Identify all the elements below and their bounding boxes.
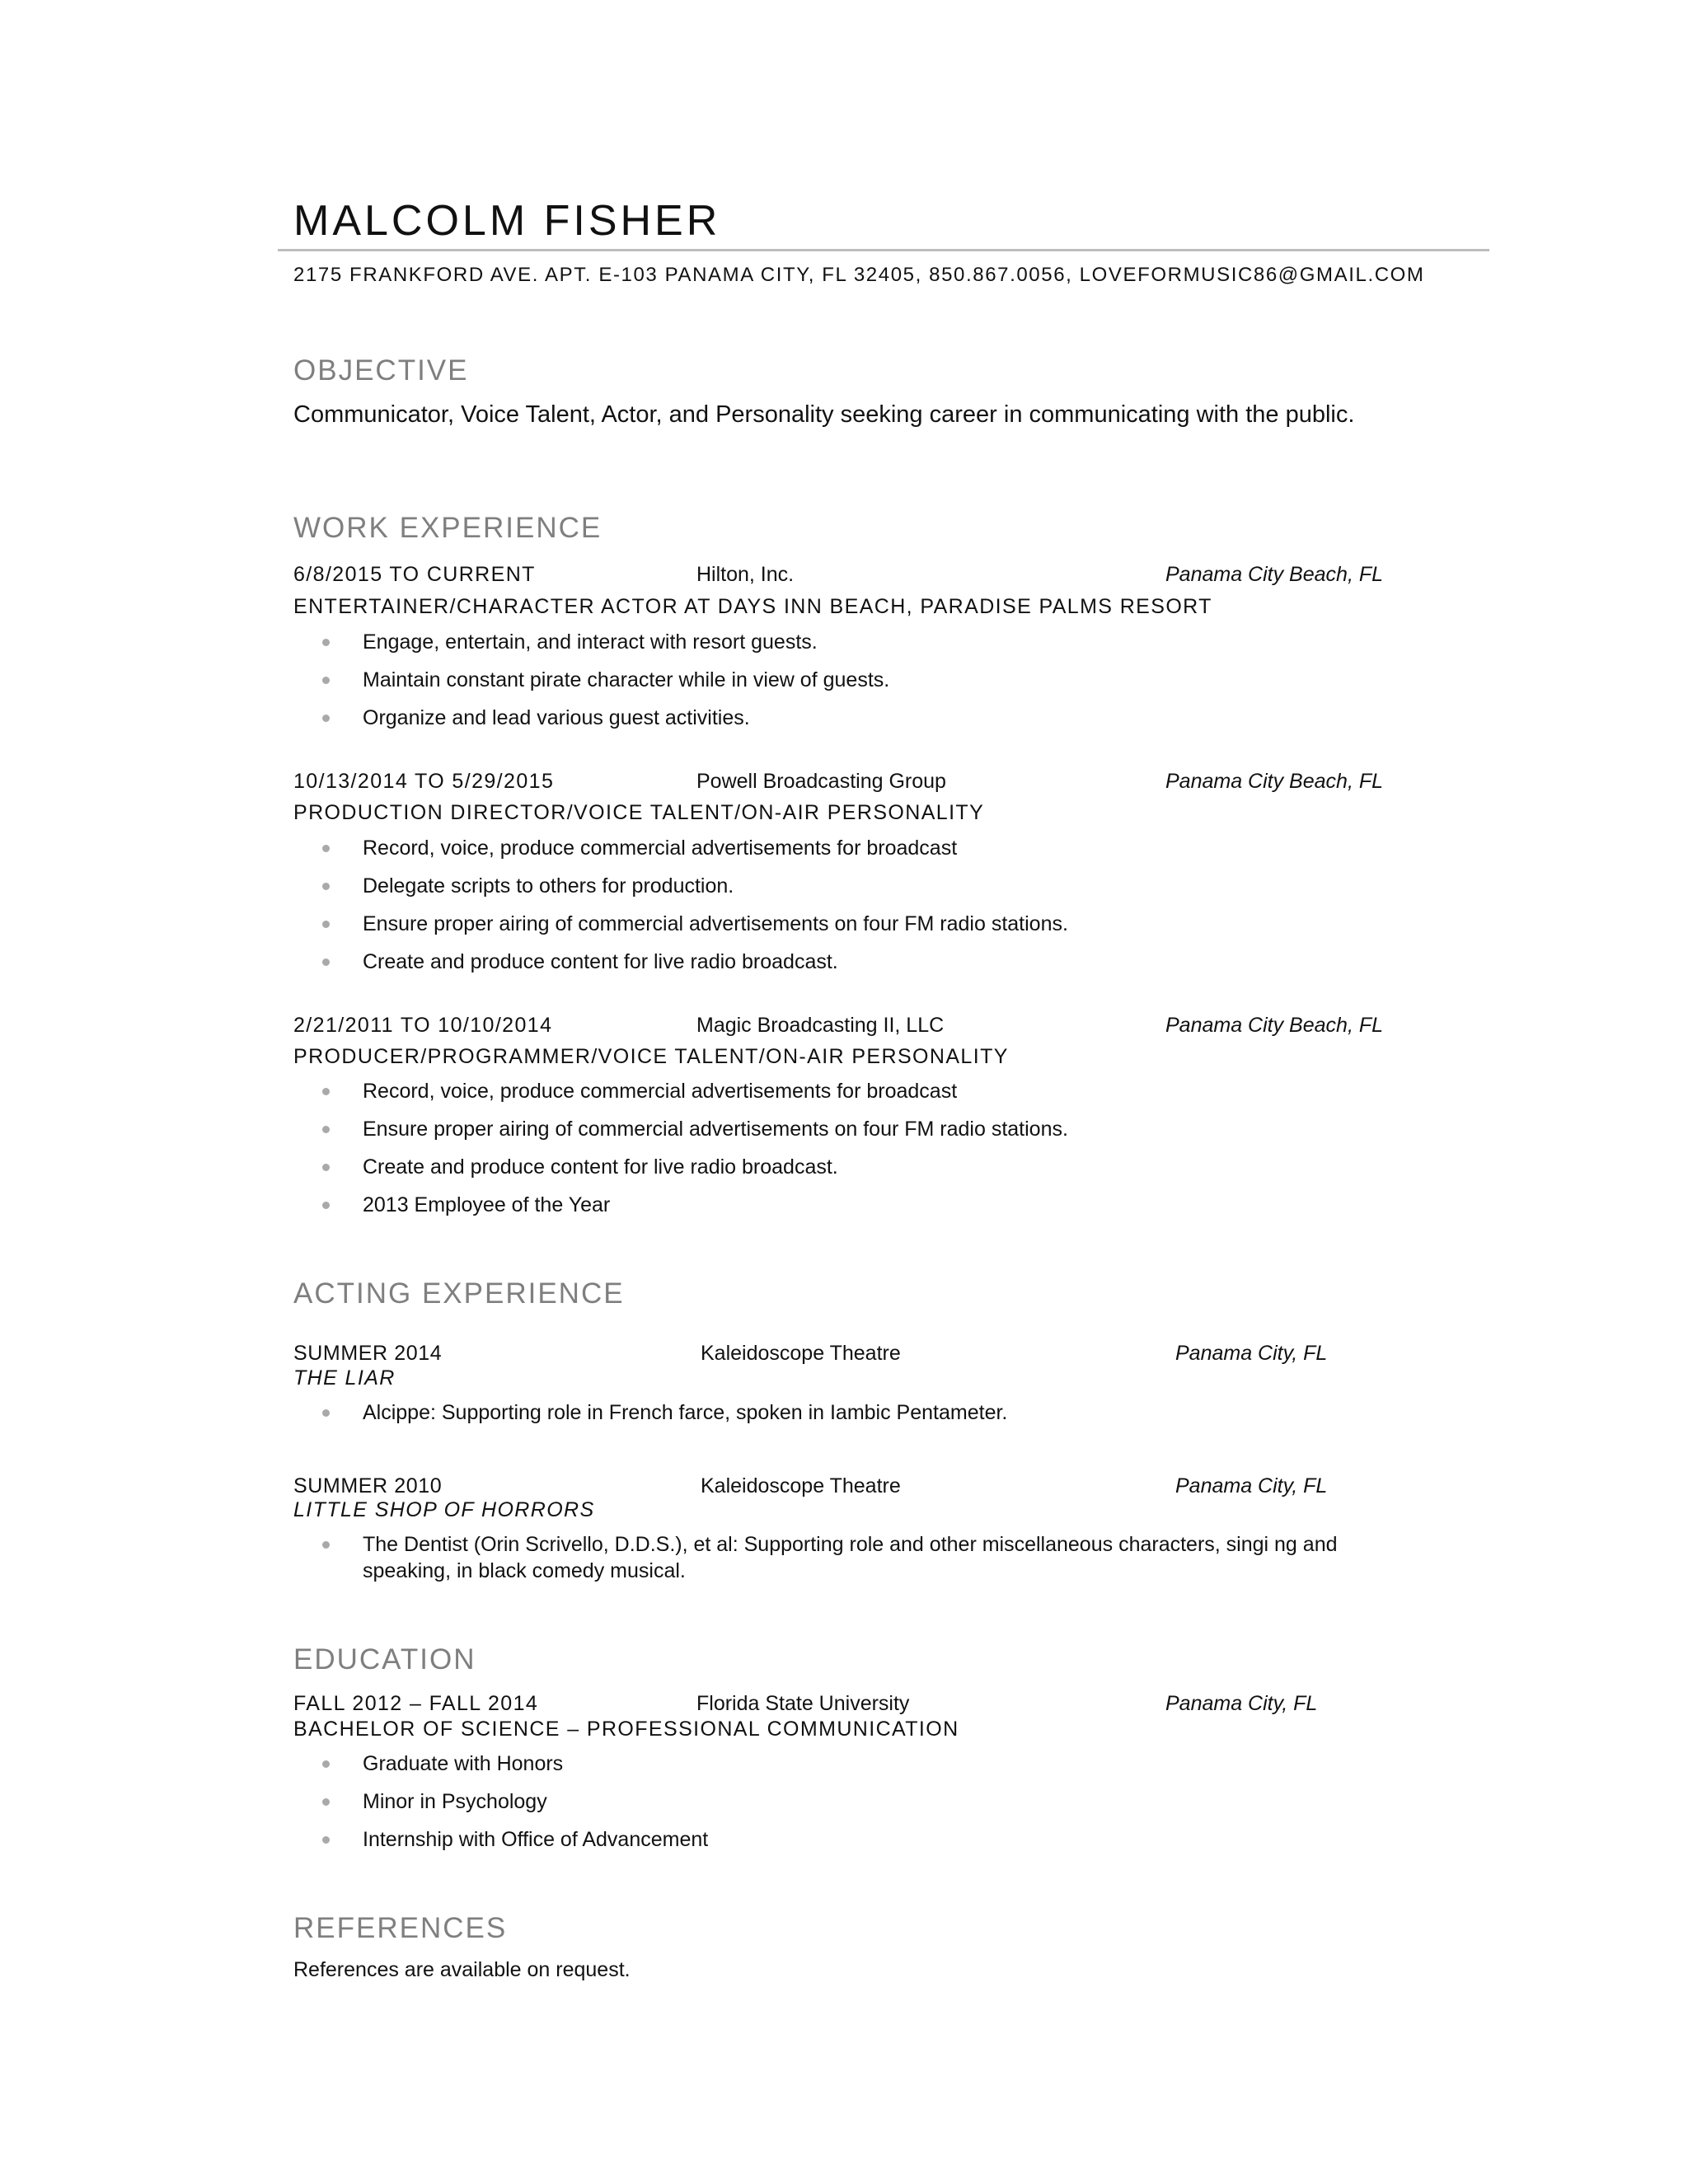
job-location: Panama City Beach, FL [1165,563,1384,586]
list-item: Ensure proper airing of commercial advertisements on four FM radio stations. [293,911,1447,937]
job-title: PRODUCTION DIRECTOR/VOICE TALENT/ON-AIR PERSONALITY [293,801,985,824]
degree-title: BACHELOR OF SCIENCE – PROFESSIONAL COMMUNICATION [293,1718,959,1741]
work-experience-heading: WORK EXPERIENCE [293,512,603,544]
job-bullet-list [293,629,1447,743]
job-organization: Powell Broadcasting Group [696,770,946,793]
role-location: Panama City, FL [1175,1474,1328,1497]
candidate-name: MALCOLM FISHER [293,197,721,245]
education-location: Panama City, FL [1165,1692,1318,1715]
education-heading: EDUCATION [293,1643,476,1675]
list-item: Record, voice, produce commercial advertisements for broadcast [293,1078,1447,1104]
list-item: Delegate scripts to others for production. [293,873,1447,899]
job-title: PRODUCER/PROGRAMMER/VOICE TALENT/ON-AIR PERSONALITY [293,1045,1009,1068]
role-organization: Kaleidoscope Theatre [701,1342,901,1365]
production-title: THE LIAR [293,1366,396,1390]
objective-heading: OBJECTIVE [293,354,469,387]
role-dates: SUMMER 2014 [293,1342,443,1365]
role-dates: SUMMER 2010 [293,1474,443,1497]
references-text: References are available on request. [293,1958,631,1981]
list-item: Internship with Office of Advancement [293,1826,1447,1853]
objective-text: Communicator, Voice Talent, Actor, and Personality seeking career in communicating with the public. [293,401,1355,428]
bullet-icon [322,1088,330,1095]
job-location: Panama City Beach, FL [1165,770,1384,793]
bullet-icon [322,883,330,890]
bullet-icon [322,1164,330,1171]
references-heading: REFERENCES [293,1912,508,1944]
role-header-row [293,1474,1497,1501]
role-location: Panama City, FL [1175,1342,1328,1365]
list-item: Ensure proper airing of commercial advertisements on four FM radio stations. [293,1116,1447,1142]
role-bullet-list [293,1531,1431,1596]
list-item: Engage, entertain, and interact with resort guests. [293,629,1447,655]
job-header-row [293,770,1497,796]
list-item: Record, voice, produce commercial advertisements for broadcast [293,835,1447,861]
role-bullet-list [293,1399,1447,1437]
job-title: ENTERTAINER/CHARACTER ACTOR AT DAYS INN BEACH, PARADISE PALMS RESORT [293,595,1212,618]
bullet-icon [322,677,330,684]
job-location: Panama City Beach, FL [1165,1014,1384,1037]
list-item: The Dentist (Orin Scrivello, D.D.S.), et al: Supporting role and other miscellaneous characters, singi ng and speaking, in black comedy musical. [293,1531,1431,1584]
bullet-icon [322,958,330,966]
bullet-icon [322,1836,330,1844]
list-item: Alcippe: Supporting role in French farce, spoken in Iambic Pentameter. [293,1399,1447,1426]
contact-info: 2175 FRANKFORD AVE. APT. E-103 PANAMA CITY, FL 32405, 850.867.0056, LOVEFORMUSIC86@GMAIL.COM [293,264,1425,286]
role-organization: Kaleidoscope Theatre [701,1474,901,1497]
job-organization: Hilton, Inc. [696,563,795,586]
list-item: Graduate with Honors [293,1750,1447,1777]
bullet-icon [322,845,330,852]
job-dates: 2/21/2011 TO 10/10/2014 [293,1014,553,1037]
education-bullet-list [293,1750,1447,1864]
bullet-icon [322,1126,330,1133]
education-header-row [293,1692,1497,1718]
bullet-icon [322,715,330,722]
job-organization: Magic Broadcasting II, LLC [696,1014,945,1037]
list-item: 2013 Employee of the Year [293,1192,1447,1218]
bullet-icon [322,639,330,646]
list-item: Maintain constant pirate character while in view of guests. [293,667,1447,693]
job-bullet-list [293,1078,1447,1230]
role-header-row [293,1342,1497,1368]
education-institution: Florida State University [696,1692,910,1715]
list-item: Create and produce content for live radio broadcast. [293,1154,1447,1180]
header-divider [278,249,1489,251]
list-item: Create and produce content for live radio broadcast. [293,949,1447,975]
bullet-icon [322,1202,330,1209]
acting-experience-heading: ACTING EXPERIENCE [293,1277,625,1310]
job-header-row [293,1014,1497,1040]
bullet-icon [322,921,330,928]
job-header-row [293,563,1497,589]
list-item: Minor in Psychology [293,1788,1447,1815]
bullet-icon [322,1760,330,1768]
education-dates: FALL 2012 – FALL 2014 [293,1692,539,1715]
bullet-icon [322,1798,330,1806]
job-dates: 6/8/2015 TO CURRENT [293,563,536,586]
bullet-icon [322,1541,330,1549]
list-item: Organize and lead various guest activities. [293,705,1447,731]
job-dates: 10/13/2014 TO 5/29/2015 [293,770,555,793]
production-title: LITTLE SHOP OF HORRORS [293,1498,595,1521]
job-bullet-list [293,835,1447,987]
bullet-icon [322,1409,330,1417]
